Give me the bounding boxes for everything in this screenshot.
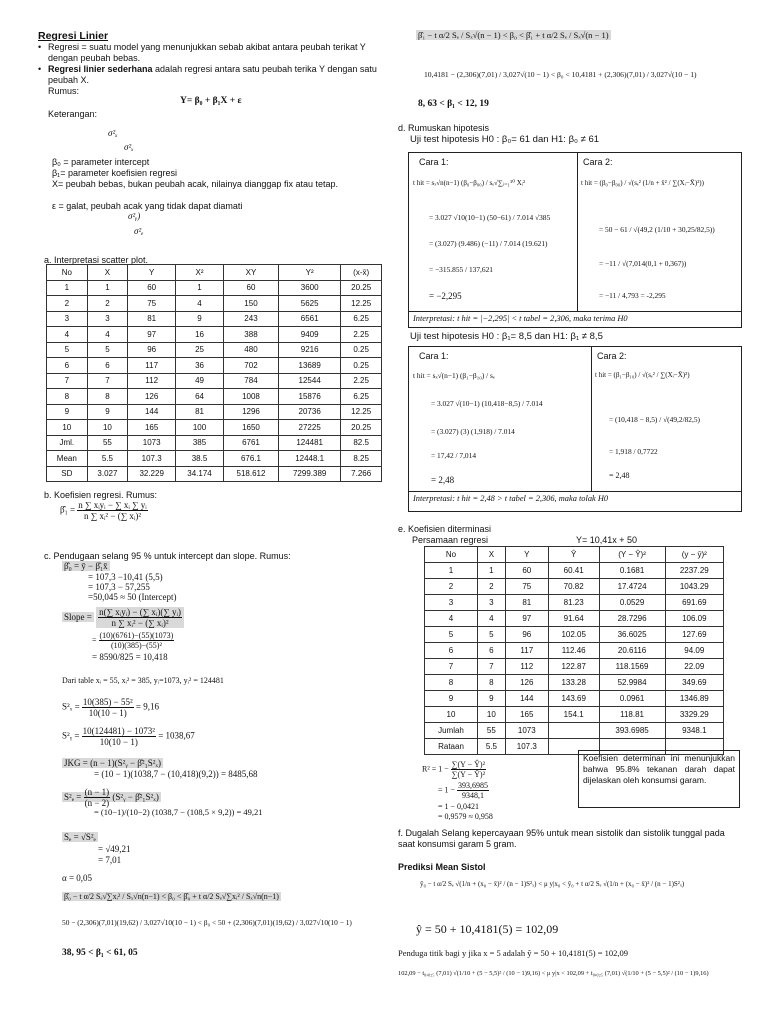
table-cell: 1 [47,280,88,296]
box1-l2: = 3.027 √10(10−1) (50−61) / 7.014 √385 [429,213,551,222]
box2-cara1: Cara 1: [419,351,449,361]
alpha: α = 0,05 [62,873,93,883]
se-root-value: = √49,21 [98,844,131,854]
table-row [47,389,382,405]
r2-result: = 0,9579 ≈ 0,958 [438,812,493,821]
table-cell: 9348.1 [665,723,723,739]
box1-l4: = −315.855 / 137,621 [429,265,493,274]
table-cell: 1073 [128,435,176,451]
bullet-regresi-text: Regresi = suatu model yang menunjukkan sebab akibat antara peubah terikat Y dengan peubah bebas. [48,42,366,63]
table-row [425,707,724,723]
box2-l1: t hit = sₓ√(n−1) (β₁−β₁₀) / sₑ [413,371,495,380]
table-row [47,311,382,327]
table-cell: 6 [47,358,88,374]
table-cell: 8 [478,675,506,691]
ci-intercept-formula: β̂₀ − t α/2 Sₑ√∑xᵢ² / Sₓ√n(n−1) < β₀ < β̂₀ + t α/2 Sₑ√∑xᵢ² / Sₓ√n(n−1) [64,892,279,901]
table-cell: 36 [176,358,224,374]
slope-result: = 8590/825 = 10,418 [92,652,168,662]
box1-interpretasi: Interpretasi: t hit = |−2,295| < t tabel = 2,306, maka terima H0 [413,314,628,323]
table-row [425,691,724,707]
box1-r3: = −11 / √(7,014(0,1 + 0,367)) [599,259,687,268]
table-cell: 518.612 [223,466,278,482]
table-cell: 2237.29 [665,563,723,579]
table-cell: 20.25 [341,280,382,296]
table-cell: 2 [425,579,478,595]
table-cell: 4 [87,327,128,343]
table-cell: 9 [47,404,88,420]
table-cell: 75 [128,296,176,312]
table-cell: 118.81 [599,707,665,723]
def-beta1: β₁= parameter koefisien regresi [52,168,178,178]
table-header-cell: Ŷ [548,547,599,563]
table-row [47,280,382,296]
penduga-titik: Penduga titik bagi y jika x = 5 adalah ŷ = 50 + 10,4181(5) = 102,09 [398,948,628,958]
table-cell: 81 [128,311,176,327]
table-row [47,451,382,467]
table-header-cell: Y [128,265,176,281]
table-cell: 7 [47,373,88,389]
table-cell: 7 [425,659,478,675]
table-cell: 124481 [279,435,341,451]
box2-cara2: Cara 2: [597,351,627,361]
table-cell: 9 [87,404,128,420]
section-b: b. Koefisien regresi. Rumus: [44,490,158,500]
table-cell: 2 [87,296,128,312]
box2-l3: = (3.027) (3) (1,918) / 7.014 [431,427,515,436]
table-cell: 1073 [505,723,548,739]
bullet-rest: adalah regresi antara satu peubah terika Y dengan satu peubah X. [48,64,377,85]
table-cell: 107.3 [505,739,548,755]
table-cell: 144 [128,404,176,420]
table-cell: 81 [176,404,224,420]
table-cell: SD [47,466,88,482]
table-cell: 3 [425,595,478,611]
table-cell: 20736 [279,404,341,420]
def-epsilon: ε = galat, peubah acak yang tidak dapat diamati [52,201,243,211]
table-cell: 117 [128,358,176,374]
table-row [425,675,724,691]
table-cell: 154.1 [548,707,599,723]
table-cell: 97 [128,327,176,343]
table-cell: 20.6116 [599,643,665,659]
table-cell: 9 [425,691,478,707]
table-header-cell: XY [223,265,278,281]
section-d: d. Rumuskan hipotesis [398,123,490,133]
table-header-cell: No [425,547,478,563]
table-cell: 7 [478,659,506,675]
box2-interpretasi: Interpretasi: t hit = 2,48 > t tabel = 2,306, maka tolak H0 [413,494,609,503]
se-result: = (10−1)/(10−2) (1038,7 − (108,5 × 9,2)) = 49,21 [94,807,263,817]
table-cell: 4 [425,611,478,627]
table-cell: 243 [223,311,278,327]
table-cell: 349.69 [665,675,723,691]
table-cell: 8 [47,389,88,405]
intercept-step2: = 107,3 − 57,255 [88,582,150,592]
table-cell: 5 [87,342,128,358]
table-cell: 9 [478,691,506,707]
table-cell: 60 [223,280,278,296]
intercept-result: =50,045 ≈ 50 (Intercept) [88,592,177,602]
table-cell: 6 [425,643,478,659]
table-header-cell: X [87,265,128,281]
data-table-e [424,546,724,755]
table-cell: 5 [47,342,88,358]
table-cell: 28.7296 [599,611,665,627]
table-cell: 1650 [223,420,278,436]
table-row [425,627,724,643]
prediksi-formula: ŷ₀ − t α/2 Sₑ √(1/n + (x₀ − x̄)² / (n − 1)S²ₓ) < μ y|x₀ < ŷ₀ + t α/2 Sₑ √(1/n + (x₀ − x̄)² / (n − 1)S²ₓ) [420,880,685,888]
table-header-cell: No [47,265,88,281]
table-cell: 385 [176,435,224,451]
table-cell: 102.05 [548,627,599,643]
table-cell: 5 [478,627,506,643]
table-cell: 36.6025 [599,627,665,643]
regression-model: Y= β₀ + β₁X + ε [180,96,242,106]
table-row [47,342,382,358]
table-cell: 6761 [223,435,278,451]
table-cell: 2 [47,296,88,312]
table-cell: 10 [478,707,506,723]
table-header-cell: X [478,547,506,563]
table-cell: 9216 [279,342,341,358]
table-cell: 8 [425,675,478,691]
se-formula: S²ₑ = $\frac{(n - 1)}{(n - 2)}$ (S²ᵧ − β̂²₁S²ₓ) [64,787,159,808]
se-root: Sₑ = √S²ₑ [64,832,96,842]
table-cell: 106.09 [665,611,723,627]
hypothesis-2: Uji test hipotesis H0 : β₁= 8,5 dan H1: β₁ ≠ 8,5 [410,331,603,342]
table-row [47,466,382,482]
table-cell: 1346.89 [665,691,723,707]
table-cell: 17.4724 [599,579,665,595]
table-row [47,296,382,312]
table-cell: 3 [478,595,506,611]
table-cell: 9 [176,311,224,327]
sigma-e: σ²ₑ [134,226,144,236]
box2-r3: = 1,918 / 0,7722 [609,447,658,456]
sigma-x-2: σ²ₓ [124,142,134,152]
hypothesis-1: Uji test hipotesis H0 : β₀= 61 dan H1: β₀ ≠ 61 [410,134,600,145]
table-cell: Jumlah [425,723,478,739]
sigma-y: σ²ᵧ) [128,211,141,221]
slope-step1: = $\frac{(10)(6761)-(55)(1073)}{\text{(10)(385)−(55)²}}$ [92,631,174,650]
table-cell: 5.5 [87,451,128,467]
table-cell: 3 [47,311,88,327]
box2-l2: = 3.027 √(10−1) (10,418−8,5) / 7.014 [431,399,543,408]
table-header-cell: (y − ȳ)² [665,547,723,563]
table-cell: 126 [505,675,548,691]
table-cell: 8 [87,389,128,405]
table-cell: 70.82 [548,579,599,595]
table-cell: 1008 [223,389,278,405]
table-row [47,404,382,420]
def-x: X= peubah bebas, bukan peubah acak, nilainya dianggap fix atau tetap. [52,179,338,189]
table-cell: 38.5 [176,451,224,467]
table-cell: 34.174 [176,466,224,482]
table-cell: 2.25 [341,327,382,343]
table-cell: 112 [128,373,176,389]
ci-slope-result: 8, 63 < β₁ < 12, 19 [418,99,489,109]
bullet-bold-term: Regresi linier sederhana [48,64,153,74]
table-row [47,373,382,389]
box2-r1: t hit = (β₁−β₁₀) / √(sₑ² / ∑(Xᵢ−X̄)²) [595,371,690,379]
table-cell: 91.64 [548,611,599,627]
table-cell: 4 [478,611,506,627]
table-row [425,579,724,595]
def-beta0: β₀ = parameter intercept [52,157,150,167]
table-cell: 784 [223,373,278,389]
table-row [425,723,724,739]
table-row [47,358,382,374]
table-cell: 165 [128,420,176,436]
bullet-regresi: • Regresi = suatu model yang menunjukkan sebab akibat antara peubah terikat Y dengan peubah bebas. [38,42,378,64]
rumus-label: Rumus: [48,86,80,96]
table-cell: 1 [478,563,506,579]
ci-intercept-result: 38, 95 < β₁ < 61, 05 [62,948,138,958]
table-row [425,659,724,675]
jkg-formula: JKG = (n − 1)(S²ᵧ − β̂²₁S²ₓ) [64,758,162,768]
table-cell: 127.69 [665,627,723,643]
table-cell: 6.25 [341,311,382,327]
jkg-result: = (10 − 1)(1038,7 − (10,418)(9,2)) = 8485,68 [94,769,258,779]
table-header-cell: (Y − Ŷ)² [599,547,665,563]
table-cell: 82.5 [341,435,382,451]
sy-formula: S²ᵧ = $\frac{\text{10(124481) − 1073²}}{10(10 - 1)}$ = 1038,67 [62,726,195,747]
table-cell: 133.28 [548,675,599,691]
table-cell: 10 [425,707,478,723]
section-e: e. Koefisien diterminasi [398,524,492,534]
table-cell: 702 [223,358,278,374]
box1-cara1: Cara 1: [419,157,449,167]
interpretation-note: Koefisien determinan ini menunjukkan bahwa 95.8% tekanan darah dapat dijelaskan oleh konsumsi garam. [578,750,740,808]
table-cell: 3329.29 [665,707,723,723]
table-cell: 0.25 [341,342,382,358]
ci-slope-formula: β̂₁ − t α/2 Sₑ / Sₓ√(n − 1) < β₀ < β̂₁ + t α/2 Sₑ / Sₓ√(n − 1) [418,30,609,40]
table-cell: 2.25 [341,373,382,389]
table-cell: 0.25 [341,358,382,374]
keterangan-label: Keterangan: [48,109,98,119]
table-cell: 1043.29 [665,579,723,595]
table-cell: 126 [128,389,176,405]
table-cell: 94.09 [665,643,723,659]
section-a: a. Interpretasi scatter plot. [44,255,149,265]
test-box-1 [408,152,742,328]
box1-r2: = 50 − 61 / √(49,2 (1/10 + 30,25/82,5)) [599,225,715,234]
table-cell: 3600 [279,280,341,296]
table-cell: 12.25 [341,296,382,312]
table-cell: 15876 [279,389,341,405]
ci-slope-values: 10,4181 − (2,306)(7,01) / 3,027√(10 − 1) < β₀ < 10,4181 + (2,306)(7,01) / 3,027√(10 − 1) [424,70,697,79]
box1-l5: = −2,295 [429,291,462,301]
table-cell: 388 [223,327,278,343]
table-cell: 9409 [279,327,341,343]
table-cell: 676.1 [223,451,278,467]
table-cell: 8.25 [341,451,382,467]
test-box-2 [408,346,742,512]
table-cell: 1296 [223,404,278,420]
table-cell: 112 [505,659,548,675]
table-cell: 12544 [279,373,341,389]
table-cell: 13689 [279,358,341,374]
table-cell: 107.3 [128,451,176,467]
table-cell: 25 [176,342,224,358]
table-cell: 4 [47,327,88,343]
table-cell: 32.229 [128,466,176,482]
table-cell: 6 [478,643,506,659]
table-cell: Rataan [425,739,478,755]
prediksi-values: 102,09 − t₀,₀₂₅ (7,01) √(1/10 + (5 − 5,5)² / (10 − 1)9,16) < μ y|x < 102,09 + t₀,₀₂₅ (7,01) √(1/10 + (5 − 5,5)² / (10 − 1)9,16) [398,970,709,977]
table-row [425,643,724,659]
intercept-formula: β̂₀ = ȳ − β̂₁x̄ [64,561,108,571]
table-cell: 5625 [279,296,341,312]
table-cell [548,723,599,739]
table-cell: 27225 [279,420,341,436]
box1-r1: t hit = (β₀−β₀₀) / √(sₑ² (1/n + x̄² / ∑(Xᵢ−X̄)²)) [581,179,704,187]
table-cell: 1 [176,280,224,296]
table-cell: 10 [87,420,128,436]
section-f: f. Dugalah Selang kepercayaan 95% untuk mean sistolik dan sistolik tunggal pada saat konsumsi garam 5 gram. [398,828,725,849]
intercept-step1: = 107,3 −10,41 (5,5) [88,572,163,582]
table-cell: 10 [47,420,88,436]
yhat-value: ŷ = 50 + 10,4181(5) = 102,09 [416,922,559,936]
table-sums: Dari table xᵢ = 55, xᵢ² = 385, yᵢ=1073, yᵢ² = 124481 [62,676,224,685]
table-cell: 75 [505,579,548,595]
table-row [425,611,724,627]
table-header-cell: Y² [279,265,341,281]
table-cell: 5 [425,627,478,643]
table-cell: 60 [505,563,548,579]
table-cell: 5.5 [478,739,506,755]
table-row [47,327,382,343]
table-cell: 165 [505,707,548,723]
table-cell: 6.25 [341,389,382,405]
box2-r4: = 2,48 [609,471,630,480]
sigma-x-1: σ²ₓ [108,128,118,138]
table-cell: 117 [505,643,548,659]
table-cell: 7 [87,373,128,389]
table-cell: 64 [176,389,224,405]
table-cell: 122.87 [548,659,599,675]
box2-r2: = (10,418 − 8,5) / √(49,2/82,5) [609,415,701,424]
bullet-regresi-linier: • Regresi linier sederhana adalah regresi antara satu peubah terika Y dengan satu peubah X. [38,64,377,85]
box1-l3: = (3.027) (9.486) (−11) / 7.014 (19.621) [429,239,548,248]
table-header-cell: X² [176,265,224,281]
table-cell: 100 [176,420,224,436]
table-cell: 7299.389 [279,466,341,482]
table-cell: Mean [47,451,88,467]
table-cell: 55 [478,723,506,739]
prediksi-title: Prediksi Mean Sistol [398,862,486,872]
table-cell: 2 [478,579,506,595]
table-cell: 144 [505,691,548,707]
table-cell: 16 [176,327,224,343]
table-cell: 12448.1 [279,451,341,467]
table-cell: 691.69 [665,595,723,611]
box1-cara2: Cara 2: [583,157,613,167]
table-cell: 1 [425,563,478,579]
slope-formula: Slope = $\frac{\text{n(∑ xᵢyᵢ) − (∑ xᵢ)(∑ yᵢ)}}{\text{n ∑ xᵢ² − (∑ xᵢ)²}}$ [62,607,184,628]
table-cell: 112.46 [548,643,599,659]
table-row [425,595,724,611]
table-cell: 6561 [279,311,341,327]
r2-formula: R² = 1 − $\frac{\text{∑(Y − Ŷ)²}}{\text{∑(Y − Ȳ)²}}$ [422,760,485,779]
box1-r4: = −11 / 4,793 = -2,295 [599,291,666,300]
r2-step2: = 1 − 0,0421 [438,802,480,811]
box1-l1: t hit = sₓ√n(n−1) (β₀−β₀₀) / sₑ√∑ᵢ₌₁¹⁰ Xᵢ² [413,179,526,187]
table-row [425,563,724,579]
table-cell: 393.6985 [599,723,665,739]
table-cell: 81 [505,595,548,611]
section-title: Regresi Linier [38,30,109,42]
table-cell: 12.25 [341,404,382,420]
table-cell: 4 [176,296,224,312]
table-cell: 52.9984 [599,675,665,691]
table-cell: Jml. [47,435,88,451]
table-cell: 143.69 [548,691,599,707]
box2-l4: = 17,42 / 7,014 [431,451,477,460]
table-header-cell: (x-x̄) [341,265,382,281]
table-row [47,420,382,436]
table-cell: 150 [223,296,278,312]
table-cell: 7.266 [341,466,382,482]
table-cell: 0.1681 [599,563,665,579]
table-cell: 20.25 [341,420,382,436]
table-cell: 1 [87,280,128,296]
table-header-cell: Y [505,547,548,563]
table-row [47,435,382,451]
table-cell: 97 [505,611,548,627]
persamaan-label: Persamaan regresi [412,535,489,545]
data-table-a [46,264,382,482]
table-cell: 55 [87,435,128,451]
table-cell: 96 [505,627,548,643]
r2-step1: = 1 − $\frac{393,6985}{9348,1}$ [438,781,489,800]
table-cell: 49 [176,373,224,389]
box2-l5: = 2,48 [431,475,455,485]
table-cell: 0.0961 [599,691,665,707]
table-cell: 96 [128,342,176,358]
table-cell: 60.41 [548,563,599,579]
sx-formula: S²ₓ = $\frac{\text{10(385) − 55²}}{10(10 - 1)}$ = 9,16 [62,697,159,718]
table-cell: 60 [128,280,176,296]
se-value: = 7,01 [98,855,122,865]
table-cell: 118.1569 [599,659,665,675]
persamaan-value: Y= 10,41x + 50 [576,535,638,545]
koefisien-formula: β̂₁ = $\frac{\text{n ∑ xᵢyᵢ − ∑ xᵢ ∑ yᵢ}}{\text{n ∑ xᵢ² − (∑ xᵢ)²}}$ [60,500,147,521]
table-cell: 6 [87,358,128,374]
table-cell: 22.09 [665,659,723,675]
table-cell: 81.23 [548,595,599,611]
table-cell: 3.027 [87,466,128,482]
table-cell: 480 [223,342,278,358]
table-cell: 0.0529 [599,595,665,611]
section-c: c. Pendugaan selang 95 % untuk intercept dan slope. Rumus: [44,551,291,561]
ci-intercept-values: 50 − (2,306)(7,01)(19,62) / 3,027√10(10 − 1) < β₀ < 50 + (2,306)(7,01)(19,62) / 3,027√10(10 − 1) [62,918,352,927]
table-cell: 3 [87,311,128,327]
